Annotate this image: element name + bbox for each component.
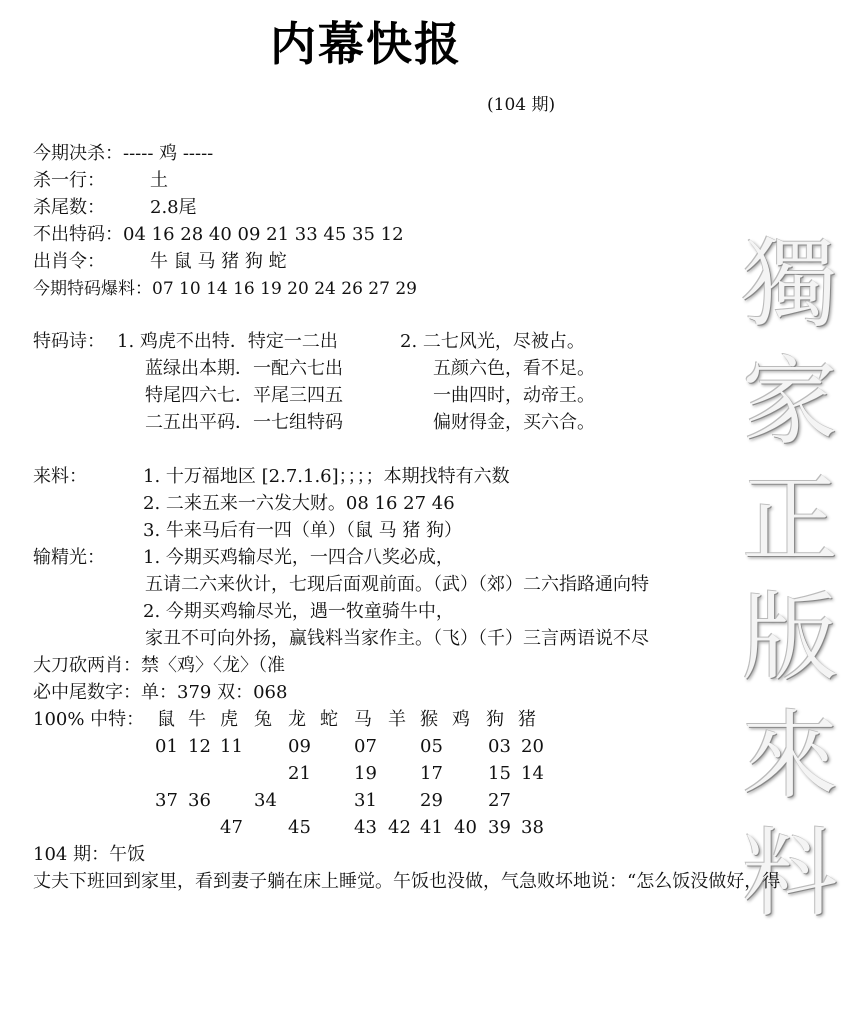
lose-label: 输精光：	[33, 547, 105, 568]
kill-value: 2.8尾	[150, 197, 197, 218]
poem-right-line: 偏财得金，买六合。	[433, 412, 595, 433]
kill-value: 土	[150, 170, 168, 191]
special-number: 01	[155, 736, 178, 757]
special-number: 41	[420, 817, 443, 838]
special-number: 37	[155, 790, 178, 811]
zodiac: 狗	[486, 709, 504, 730]
zodiac: 龙	[288, 709, 306, 730]
blade-line: 大刀砍两肖：禁〈鸡〉〈龙〉（准	[33, 655, 285, 676]
poem-label: 特码诗：	[33, 331, 105, 352]
poem-left-line: 特尾四六七．平尾三四五	[145, 385, 343, 406]
lose-item: 1. 今期买鸡输尽光，一四合八奖必成，	[143, 547, 454, 568]
poem-left-line: 蓝绿出本期．一配六七出	[145, 358, 343, 379]
issue-number: (104 期)	[487, 95, 556, 115]
poem-left-line: 二五出平码．一七组特码	[145, 412, 343, 433]
special-number: 39	[488, 817, 511, 838]
kill-line	[33, 223, 404, 247]
special-number: 45	[288, 817, 311, 838]
kill-label: 杀一行：	[33, 170, 105, 191]
zodiac: 虎	[220, 709, 238, 730]
watermark-char: 版	[742, 582, 838, 694]
special-number: 29	[420, 790, 443, 811]
lose-item: 家丑不可向外扬，赢钱料当家作主。（飞）（千）三言两语说不尽	[145, 628, 649, 649]
kill-value: ----- 鸡 -----	[123, 143, 214, 164]
kill-line	[33, 142, 213, 166]
zodiac: 兔	[254, 709, 272, 730]
lose-item: 五请二六来伙计，七现后面观前面。（武）（郊）二六指路通向特	[145, 574, 649, 595]
poem-right-line: 2. 二七风光，尽被占。	[400, 331, 585, 352]
special-number: 19	[354, 763, 377, 784]
special-number: 34	[254, 790, 277, 811]
special-number: 09	[288, 736, 311, 757]
special-label: 100% 中特：	[33, 709, 145, 730]
source-item: 3. 牛来马后有一四（单）（鼠 马 猪 狗）	[143, 520, 463, 541]
watermark-char: 獨	[742, 228, 838, 340]
watermark-char: 家	[742, 346, 838, 458]
tails-line: 必中尾数字：单：379 双：068	[33, 682, 288, 703]
poem-right-line: 一曲四时，动帝王。	[433, 385, 595, 406]
special-number: 31	[354, 790, 377, 811]
special-number: 21	[288, 763, 311, 784]
kill-label: 不出特码：	[33, 224, 123, 245]
zodiac: 猴	[420, 709, 438, 730]
source-label: 来料：	[33, 466, 87, 487]
watermark	[735, 225, 845, 933]
special-number: 27	[488, 790, 511, 811]
page-title: 内幕快报	[270, 17, 462, 71]
special-number: 40	[454, 817, 477, 838]
special-number: 12	[188, 736, 211, 757]
kill-line	[33, 169, 105, 193]
poem-right-line: 五颜六色，看不足。	[433, 358, 595, 379]
kill-label: 今期特码爆料：	[33, 279, 152, 299]
special-number: 14	[521, 763, 544, 784]
zodiac: 牛	[188, 709, 206, 730]
zodiac: 马	[354, 709, 372, 730]
special-number: 20	[521, 736, 544, 757]
kill-value: 牛 鼠 马 猪 狗 蛇	[150, 251, 287, 272]
kill-line	[33, 250, 105, 274]
special-number: 03	[488, 736, 511, 757]
zodiac: 猪	[518, 709, 536, 730]
kill-line	[33, 277, 417, 301]
zodiac: 鼠	[157, 709, 175, 730]
joke-label: 104 期：午饭	[33, 844, 146, 865]
special-number: 11	[220, 736, 243, 757]
special-number: 15	[488, 763, 511, 784]
special-number: 17	[420, 763, 443, 784]
poem-left-line: 1. 鸡虎不出特．特定一二出	[117, 331, 338, 352]
zodiac: 鸡	[452, 709, 470, 730]
kill-line	[33, 196, 105, 220]
kill-value: 04 16 28 40 09 21 33 45 35 12	[123, 224, 404, 245]
kill-value: 07 10 14 16 19 20 24 26 27 29	[152, 279, 417, 299]
watermark-char: 來	[742, 700, 838, 812]
kill-label: 今期决杀：	[33, 143, 123, 164]
watermark-char: 料	[742, 818, 838, 930]
source-item: 1. 十万福地区 [2.7.1.6]；；；；本期找特有六数	[143, 466, 510, 487]
special-number: 05	[420, 736, 443, 757]
zodiac: 羊	[388, 709, 406, 730]
special-number: 47	[220, 817, 243, 838]
special-number: 42	[388, 817, 411, 838]
special-number: 36	[188, 790, 211, 811]
kill-label: 出肖令：	[33, 251, 105, 272]
lose-item: 2. 今期买鸡输尽光，遇一牧童骑牛中，	[143, 601, 454, 622]
zodiac: 蛇	[320, 709, 338, 730]
source-item: 2. 二来五来一六发大财。08 16 27 46	[143, 493, 455, 514]
special-number: 38	[521, 817, 544, 838]
watermark-char: 正	[742, 464, 838, 576]
special-number: 07	[354, 736, 377, 757]
joke-text: 丈夫下班回到家里，看到妻子躺在床上睡觉。午饭也没做，气急败坏地说：“怎么饭没做好，得	[33, 871, 781, 892]
kill-label: 杀尾数：	[33, 197, 105, 218]
special-number: 43	[354, 817, 377, 838]
